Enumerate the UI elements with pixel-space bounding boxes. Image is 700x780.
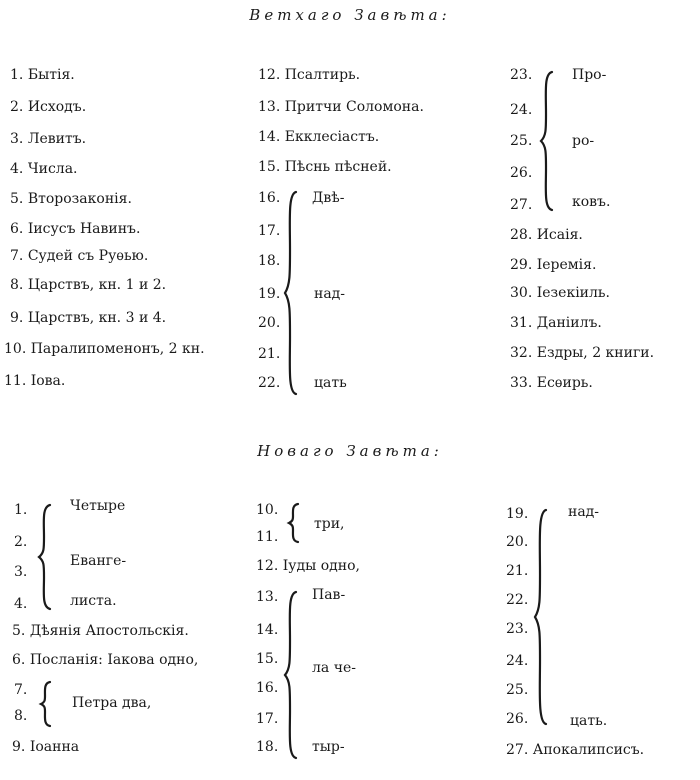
new-testament-heading: Новаго Завѣта:	[257, 442, 443, 460]
list-item: 4. Числа.	[10, 161, 78, 177]
group-number: 4.	[14, 596, 28, 612]
group-number: 18.	[258, 253, 281, 269]
group-number: 26.	[506, 711, 529, 727]
group-word: тыр-	[312, 739, 345, 755]
list-item: 14. Екклесіастъ.	[258, 129, 380, 145]
brace-icon	[38, 503, 52, 611]
group-word: ковъ.	[572, 194, 611, 210]
old-testament-heading: Ветхаго Завѣта:	[249, 6, 451, 24]
list-item: 5. Второзаконія.	[10, 191, 132, 207]
group-number: 24.	[506, 653, 529, 669]
group-number: 13.	[256, 589, 279, 605]
group-word: над-	[568, 504, 600, 520]
group-number: 24.	[510, 102, 533, 118]
group-number: 22.	[258, 375, 281, 391]
list-item: 5. Дѣянія Апостольскія.	[12, 623, 189, 639]
list-item: 13. Притчи Соломона.	[258, 99, 424, 115]
list-item: 6. Посланія: Іакова одно,	[12, 652, 199, 668]
group-number: 23.	[510, 67, 533, 83]
brace-icon	[540, 70, 554, 212]
group-word: Пав-	[312, 587, 346, 603]
group-number: 3.	[14, 564, 28, 580]
list-item: 2. Исходъ.	[10, 99, 87, 115]
list-item: 28. Исаія.	[510, 227, 583, 243]
brace-icon	[40, 680, 52, 728]
group-number: 19.	[258, 286, 281, 302]
list-item: 30. Іезекіиль.	[510, 285, 610, 301]
list-item: 6. Іисусъ Навинъ.	[10, 221, 141, 237]
group-word: Двѣ-	[312, 190, 345, 206]
group-word: Про-	[572, 67, 607, 83]
group-number: 22.	[506, 592, 529, 608]
group-number: 16.	[258, 190, 281, 206]
list-item: 8. Царствъ, кн. 1 и 2.	[10, 277, 167, 293]
group-number: 23.	[506, 621, 529, 637]
group-number: 21.	[506, 563, 529, 579]
group-word: Еванге-	[70, 553, 127, 569]
group-number: 7.	[14, 682, 28, 698]
group-number: 26.	[510, 165, 533, 181]
brace-icon	[284, 190, 298, 396]
list-item: 32. Ездры, 2 книги.	[510, 345, 655, 361]
list-item: 11. Іова.	[4, 373, 66, 389]
group-word: цать.	[570, 713, 608, 729]
group-number: 25.	[506, 682, 529, 698]
list-item: 15. Пѣснь пѣсней.	[258, 159, 392, 175]
group-number: 16.	[256, 680, 279, 696]
group-number: 8.	[14, 708, 28, 724]
group-number: 14.	[256, 622, 279, 638]
brace-icon	[288, 502, 300, 544]
group-number: 2.	[14, 534, 28, 550]
group-word: над-	[314, 286, 346, 302]
group-word: три,	[314, 516, 345, 532]
group-word: листа.	[70, 593, 117, 609]
group-word: Петра два,	[72, 695, 152, 711]
group-word: Четыре	[70, 498, 126, 514]
group-number: 11.	[256, 529, 279, 545]
list-item: 31. Даніилъ.	[510, 315, 602, 331]
list-item: 7. Судей съ Руѳью.	[10, 248, 149, 264]
brace-icon	[534, 508, 548, 726]
list-item: 9. Царствъ, кн. 3 и 4.	[10, 310, 167, 326]
list-item: 29. Іеремія.	[510, 257, 597, 273]
group-number: 15.	[256, 651, 279, 667]
group-word: ла че-	[312, 660, 356, 676]
group-number: 17.	[258, 223, 281, 239]
list-item: 3. Левитъ.	[10, 131, 87, 147]
list-item: 9. Іоанна	[12, 739, 80, 755]
list-item: 12. Іуды одно,	[256, 558, 360, 574]
group-number: 19.	[506, 506, 529, 522]
group-word: ро-	[572, 133, 595, 149]
group-number: 25.	[510, 133, 533, 149]
brace-icon	[284, 590, 298, 760]
group-number: 18.	[256, 739, 279, 755]
list-item: 27. Апокалипсисъ.	[506, 742, 645, 758]
group-number: 1.	[14, 502, 28, 518]
group-number: 20.	[258, 315, 281, 331]
group-number: 21.	[258, 346, 281, 362]
group-word: цать	[314, 375, 347, 391]
group-number: 27.	[510, 197, 533, 213]
list-item: 1. Бытія.	[10, 67, 75, 83]
list-item: 10. Паралипоменонъ, 2 кн.	[4, 341, 205, 357]
group-number: 20.	[506, 534, 529, 550]
group-number: 17.	[256, 711, 279, 727]
list-item: 33. Есѳирь.	[510, 375, 593, 391]
list-item: 12. Псалтирь.	[258, 67, 361, 83]
group-number: 10.	[256, 502, 279, 518]
